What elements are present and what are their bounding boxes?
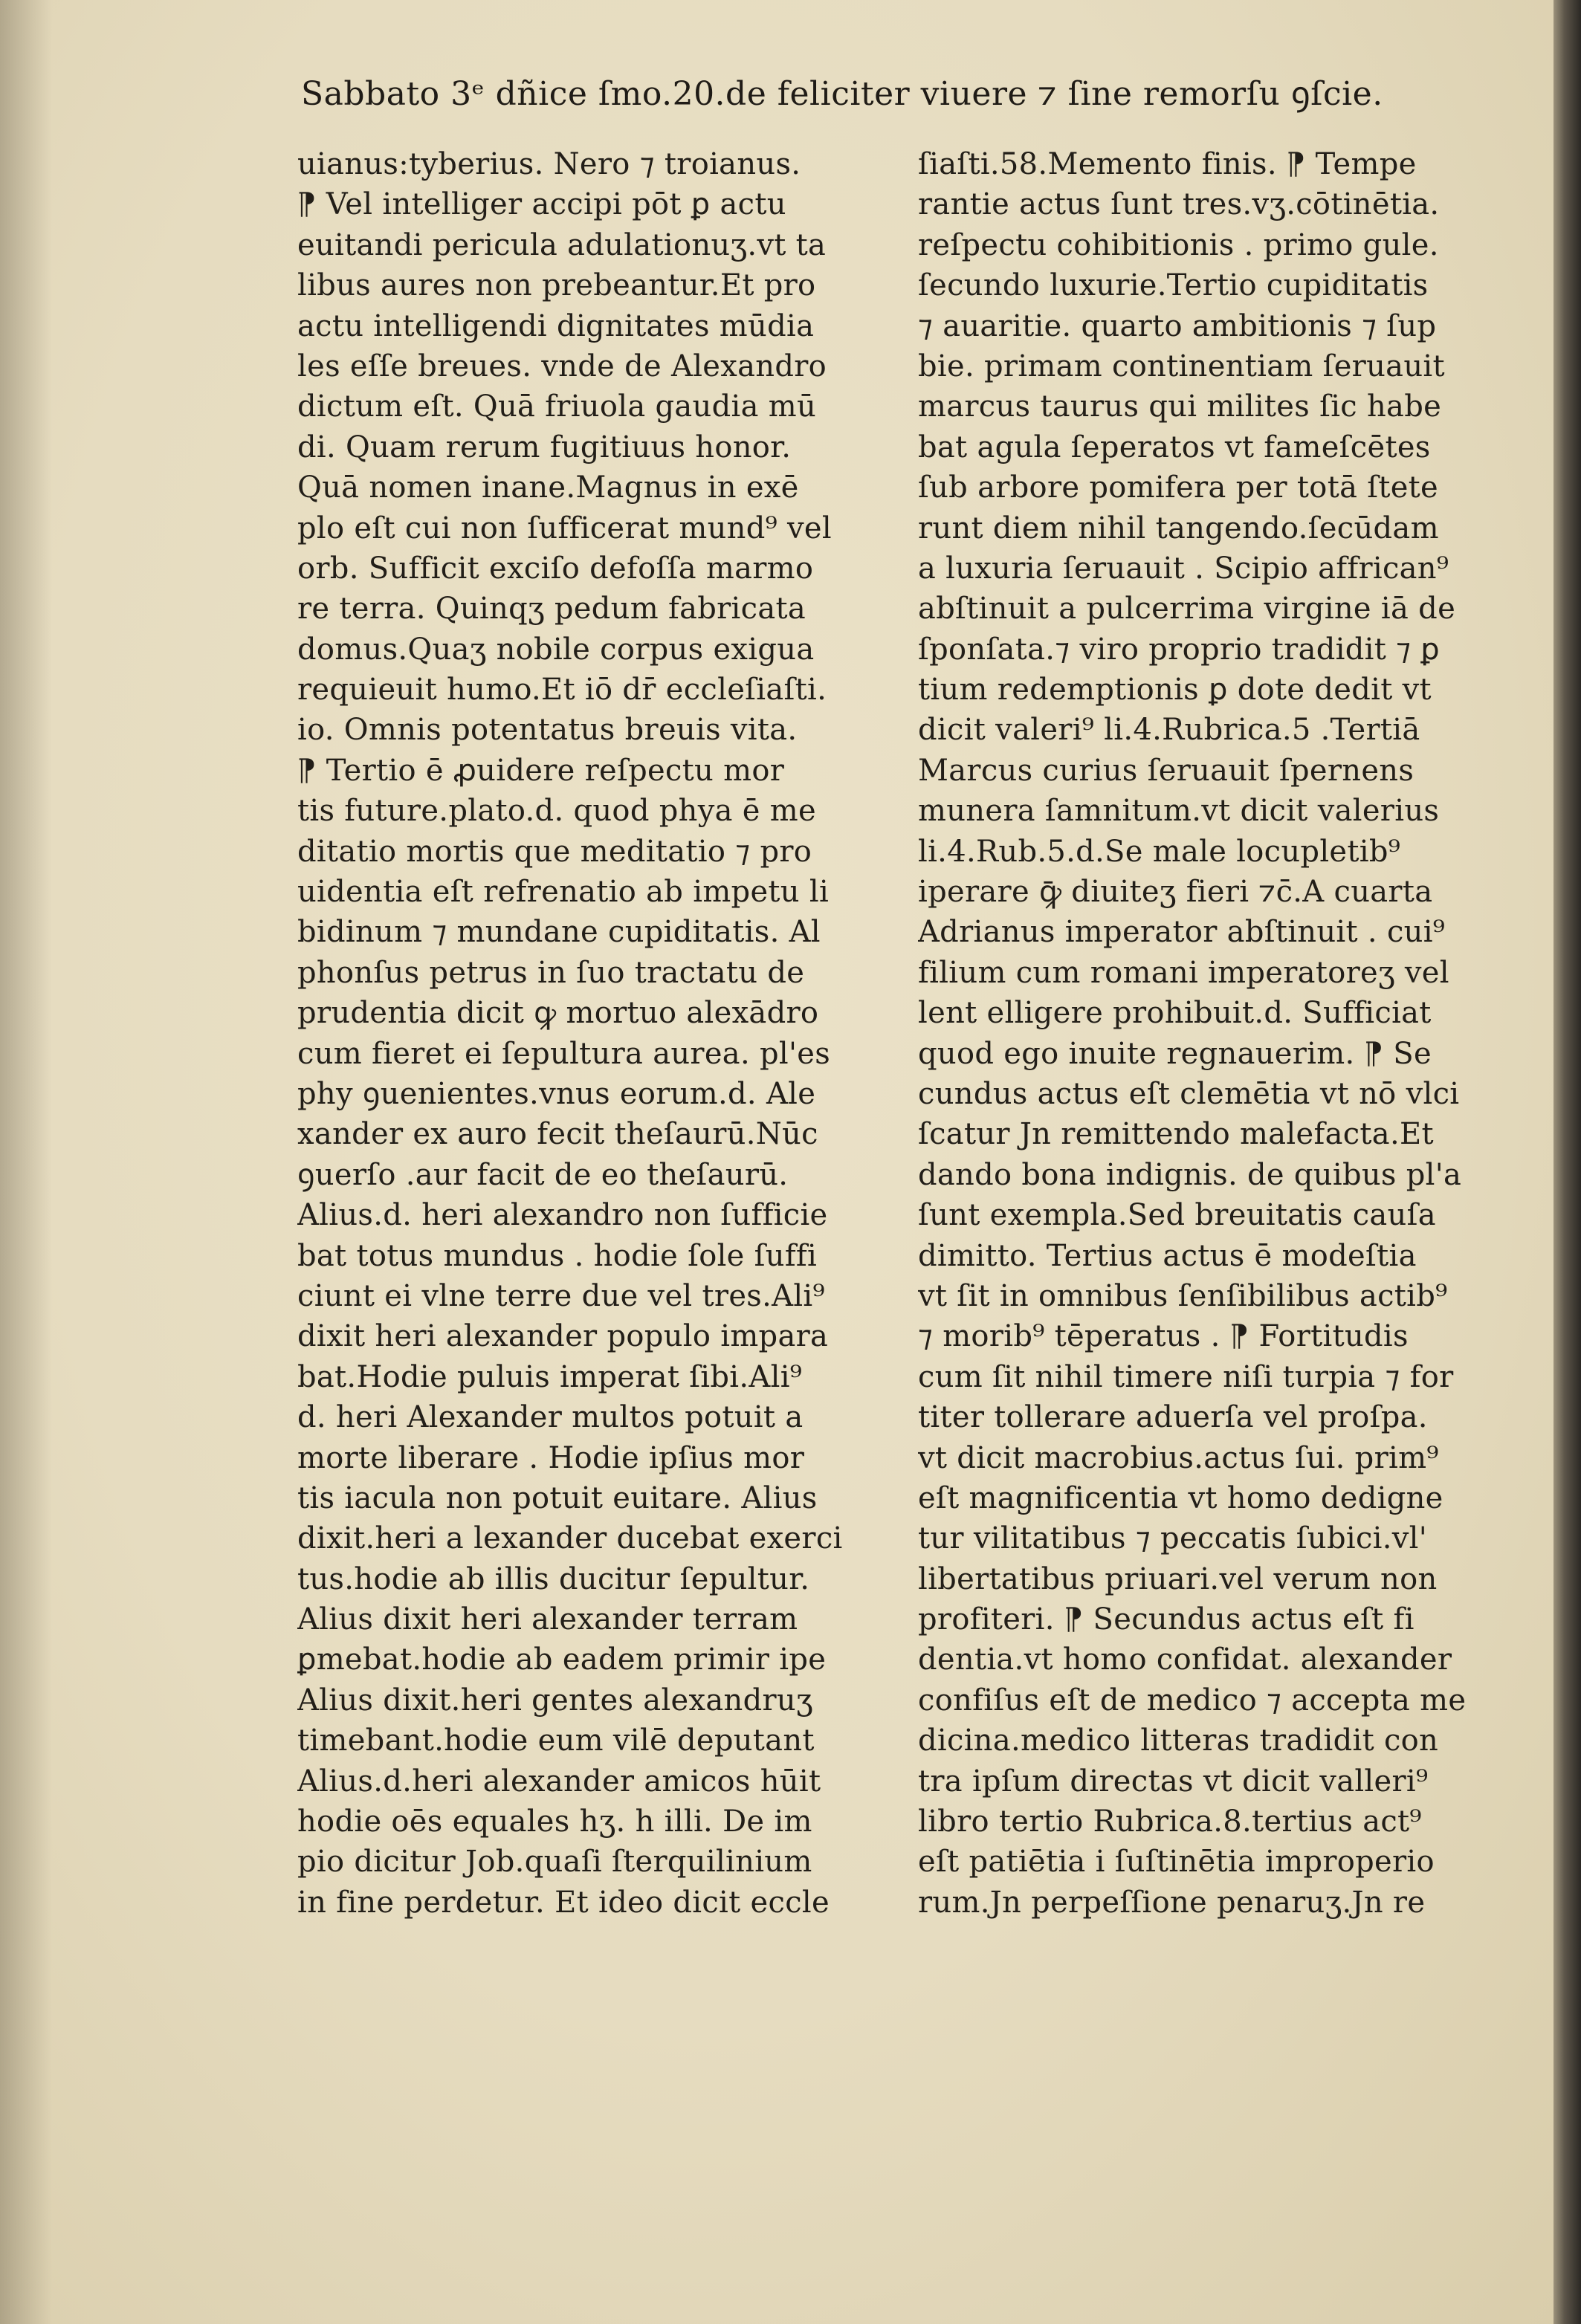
text-line: ſcatur Jn remittendo malefacta.Et xyxy=(918,1117,1434,1152)
text-line: domus.Quaʒ nobile corpus exigua xyxy=(297,632,815,667)
text-line: bat.Hodie puluis imperat ſibi.Ali⁹ xyxy=(297,1359,803,1394)
text-line: io. Omnis potentatus breuis vita. xyxy=(297,713,798,748)
text-line: uianus:tyberius. Nero ⁊ troianus. xyxy=(297,147,801,181)
text-line: ditatio mortis que meditatio ⁊ pro xyxy=(297,834,812,869)
text-line: profiteri. ⁋ Secundus actus eſt fi xyxy=(918,1602,1415,1637)
text-line: reſpectu cohibitionis . primo gule. xyxy=(918,227,1439,262)
text-line: di. Quam rerum fugitiuus honor. xyxy=(297,430,792,465)
text-line: titer tollerare aduerſa vel proſpa. xyxy=(918,1400,1428,1435)
text-line: bat totus mundus . hodie ſole ſuffi xyxy=(297,1238,818,1273)
text-line: munera ſamnitum.vt dicit valerius xyxy=(918,794,1440,829)
text-line: phonſus petrus in ſuo tractatu de xyxy=(297,955,805,990)
text-line: ſecundo luxurie.Tertio cupiditatis xyxy=(918,268,1429,303)
text-line: tus.hodie ab illis ducitur ſepultur. xyxy=(297,1561,810,1596)
text-line: cundus actus eſt clemētia vt nō vlci xyxy=(918,1076,1460,1111)
text-line: ſub arbore pomifera per totā ſtete xyxy=(918,470,1439,505)
text-line: confiſus eſt de medico ⁊ accepta me xyxy=(918,1683,1467,1718)
text-line: dictum eſt. Quā friuola gaudia mū xyxy=(297,389,817,424)
text-line: in fine perdetur. Et ideo dicit eccle xyxy=(297,1885,830,1920)
text-line: ꝯuerſo .aur facit de eo theſaurū. xyxy=(297,1157,789,1192)
text-line: dando bona indignis. de quibus pl'a xyxy=(918,1157,1462,1192)
text-line: vt dicit macrobius.actus ſui. prim⁹ xyxy=(918,1440,1439,1475)
text-line: tis iacula non potuit euitare. Alius xyxy=(297,1480,818,1515)
text-line: dicit valeri⁹ li.4.Rubrica.5 .Tertiā xyxy=(918,713,1420,748)
running-header: Sabbato 3ᵉ dñice ſmo.20.de feliciter viuere ⁊ ſine remorſu ꝯſcie. xyxy=(301,75,1383,113)
text-line: ciunt ei vlne terre due vel tres.Ali⁹ xyxy=(297,1278,825,1313)
gutter-shadow xyxy=(0,0,52,2324)
text-line: pio dicitur Job.quaſi ſterquilinium xyxy=(297,1845,812,1880)
text-line: iperare ꝙ̄ diuiteʒ fieri ⁊c̄.A cuarta xyxy=(918,875,1433,910)
text-line: li.4.Rub.5.d.Se male locupletib⁹ xyxy=(918,834,1401,869)
text-line: filium cum romani imperatoreʒ vel xyxy=(918,955,1449,990)
text-line: eſt magnificentia vt homo dedigne xyxy=(918,1480,1443,1515)
text-line: libro tertio Rubrica.8.tertius act⁹ xyxy=(918,1805,1422,1839)
text-line: Adrianus imperator abſtinuit . cui⁹ xyxy=(918,915,1446,950)
text-line: ꝑmebat.hodie ab eadem primir ipe xyxy=(297,1642,827,1677)
text-line: morte liberare . Hodie ipſius mor xyxy=(297,1440,805,1475)
text-line: uidentia eſt refrenatio ab impetu li xyxy=(297,875,830,910)
bleed-through-mark xyxy=(355,1765,444,1802)
page-edge-shadow xyxy=(1553,0,1581,2324)
text-line: actu intelligendi dignitates mūdia xyxy=(297,308,815,343)
text-line: bidinum ⁊ mundane cupiditatis. Al xyxy=(297,915,821,950)
text-column-left xyxy=(297,144,907,1920)
text-line: Alius.d. heri alexandro non ſufficie xyxy=(297,1198,828,1233)
text-line: tur vilitatibus ⁊ peccatis ſubici.vl' xyxy=(918,1521,1428,1556)
text-line: marcus taurus qui milites ſic habe xyxy=(918,389,1442,424)
text-line: eſt patiētia i ſuſtinētia improperio xyxy=(918,1845,1435,1880)
text-line: cum ſit nihil timere niſi turpia ⁊ for xyxy=(918,1359,1454,1394)
text-line: ſiaſti.58.Memento finis. ⁋ Tempe xyxy=(918,147,1417,181)
text-line: phy ꝯuenientes.vnus eorum.d. Ale xyxy=(297,1076,816,1111)
text-line: rantie actus ſunt tres.vʒ.cōtinētia. xyxy=(918,187,1440,222)
text-line: libertatibus priuari.vel verum non xyxy=(918,1561,1438,1596)
text-line: dixit.heri a lexander ducebat exerci xyxy=(297,1521,843,1556)
text-line: ⁊ morib⁹ tēperatus . ⁋ Fortitudis xyxy=(918,1319,1409,1354)
text-line: plo eſt cui non ſufficerat mund⁹ vel xyxy=(297,511,832,546)
text-line: a luxuria ſeruauit . Scipio affrican⁹ xyxy=(918,551,1449,586)
text-line: d. heri Alexander multos potuit a xyxy=(297,1400,804,1435)
text-line: vt ſit in omnibus ſenſibilibus actib⁹ xyxy=(918,1278,1448,1313)
text-line: tra ipſum directas vt dicit valleri⁹ xyxy=(918,1764,1429,1799)
text-line: Alius.d.heri alexander amicos hūit xyxy=(297,1764,821,1799)
text-line: libus aures non prebeantur.Et pro xyxy=(297,268,816,303)
text-line: ſunt exempla.Sed breuitatis cauſa xyxy=(918,1198,1436,1233)
text-line: bie. primam continentiam ſeruauit xyxy=(918,349,1445,383)
text-line: ſponſata.⁊ viro proprio tradidit ⁊ ꝑ xyxy=(918,632,1440,667)
text-line: timebant.hodie eum vilē deputant xyxy=(297,1723,815,1758)
text-line: ⁊ auaritie. quarto ambitionis ⁊ ſup xyxy=(918,308,1437,343)
text-line: cum fieret ei ſepultura aurea. pl'es xyxy=(297,1036,831,1071)
text-line: dixit heri alexander populo impara xyxy=(297,1319,829,1354)
text-line: lent elligere prohibuit.d. Sufficiat xyxy=(918,996,1432,1031)
text-line: tis future.plato.d. quod phya ē me xyxy=(297,794,816,829)
text-column-right xyxy=(918,144,1513,1920)
text-line: rum.Jn perpeſſione penaruʒ.Jn re xyxy=(918,1885,1426,1920)
text-line: Quā nomen inane.Magnus in exē xyxy=(297,470,799,505)
text-line: hodie oēs equales hʒ. h illi. De im xyxy=(297,1805,812,1839)
text-line: dimitto. Tertius actus ē modeſtia xyxy=(918,1238,1417,1273)
bleed-through-mark xyxy=(1390,59,1509,104)
text-line: ⁋ Tertio ē ꝓuidere reſpectu mor xyxy=(297,753,785,788)
text-line: runt diem nihil tangendo.ſecūdam xyxy=(918,511,1439,546)
text-line: quod ego inuite regnauerim. ⁋ Se xyxy=(918,1036,1432,1071)
text-line: abſtinuit a pulcerrima virgine iā de xyxy=(918,592,1456,627)
text-line: les eſſe breues. vnde de Alexandro xyxy=(297,349,827,383)
text-line: dicina.medico litteras tradidit con xyxy=(918,1723,1439,1758)
text-line: requieuit humo.Et iō dr̄ eccleſiaſti. xyxy=(297,673,827,708)
text-line: re terra. Quinqʒ pedum fabricata xyxy=(297,592,806,627)
text-line: Marcus curius ſeruauit ſpernens xyxy=(918,753,1415,788)
text-line: Alius dixit heri alexander terram xyxy=(297,1602,798,1637)
text-line: bat agula ſeperatos vt fameſcētes xyxy=(918,430,1431,465)
text-line: orb. Sufficit exciſo defoſſa marmo xyxy=(297,551,814,586)
text-line: ⁋ Vel intelliger accipi pōt ꝑ actu xyxy=(297,187,786,222)
text-line: dentia.vt homo confidat. alexander xyxy=(918,1642,1452,1677)
text-line: xander ex auro fecit theſaurū.Nūc xyxy=(297,1117,818,1152)
text-line: tium redemptionis ꝑ dote dedit vt xyxy=(918,673,1432,708)
text-line: euitandi pericula adulationuʒ.vt ta xyxy=(297,227,827,262)
text-line: prudentia dicit ꝙ mortuo alexādro xyxy=(297,996,819,1031)
text-line: Alius dixit.heri gentes alexandruʒ xyxy=(297,1683,813,1718)
